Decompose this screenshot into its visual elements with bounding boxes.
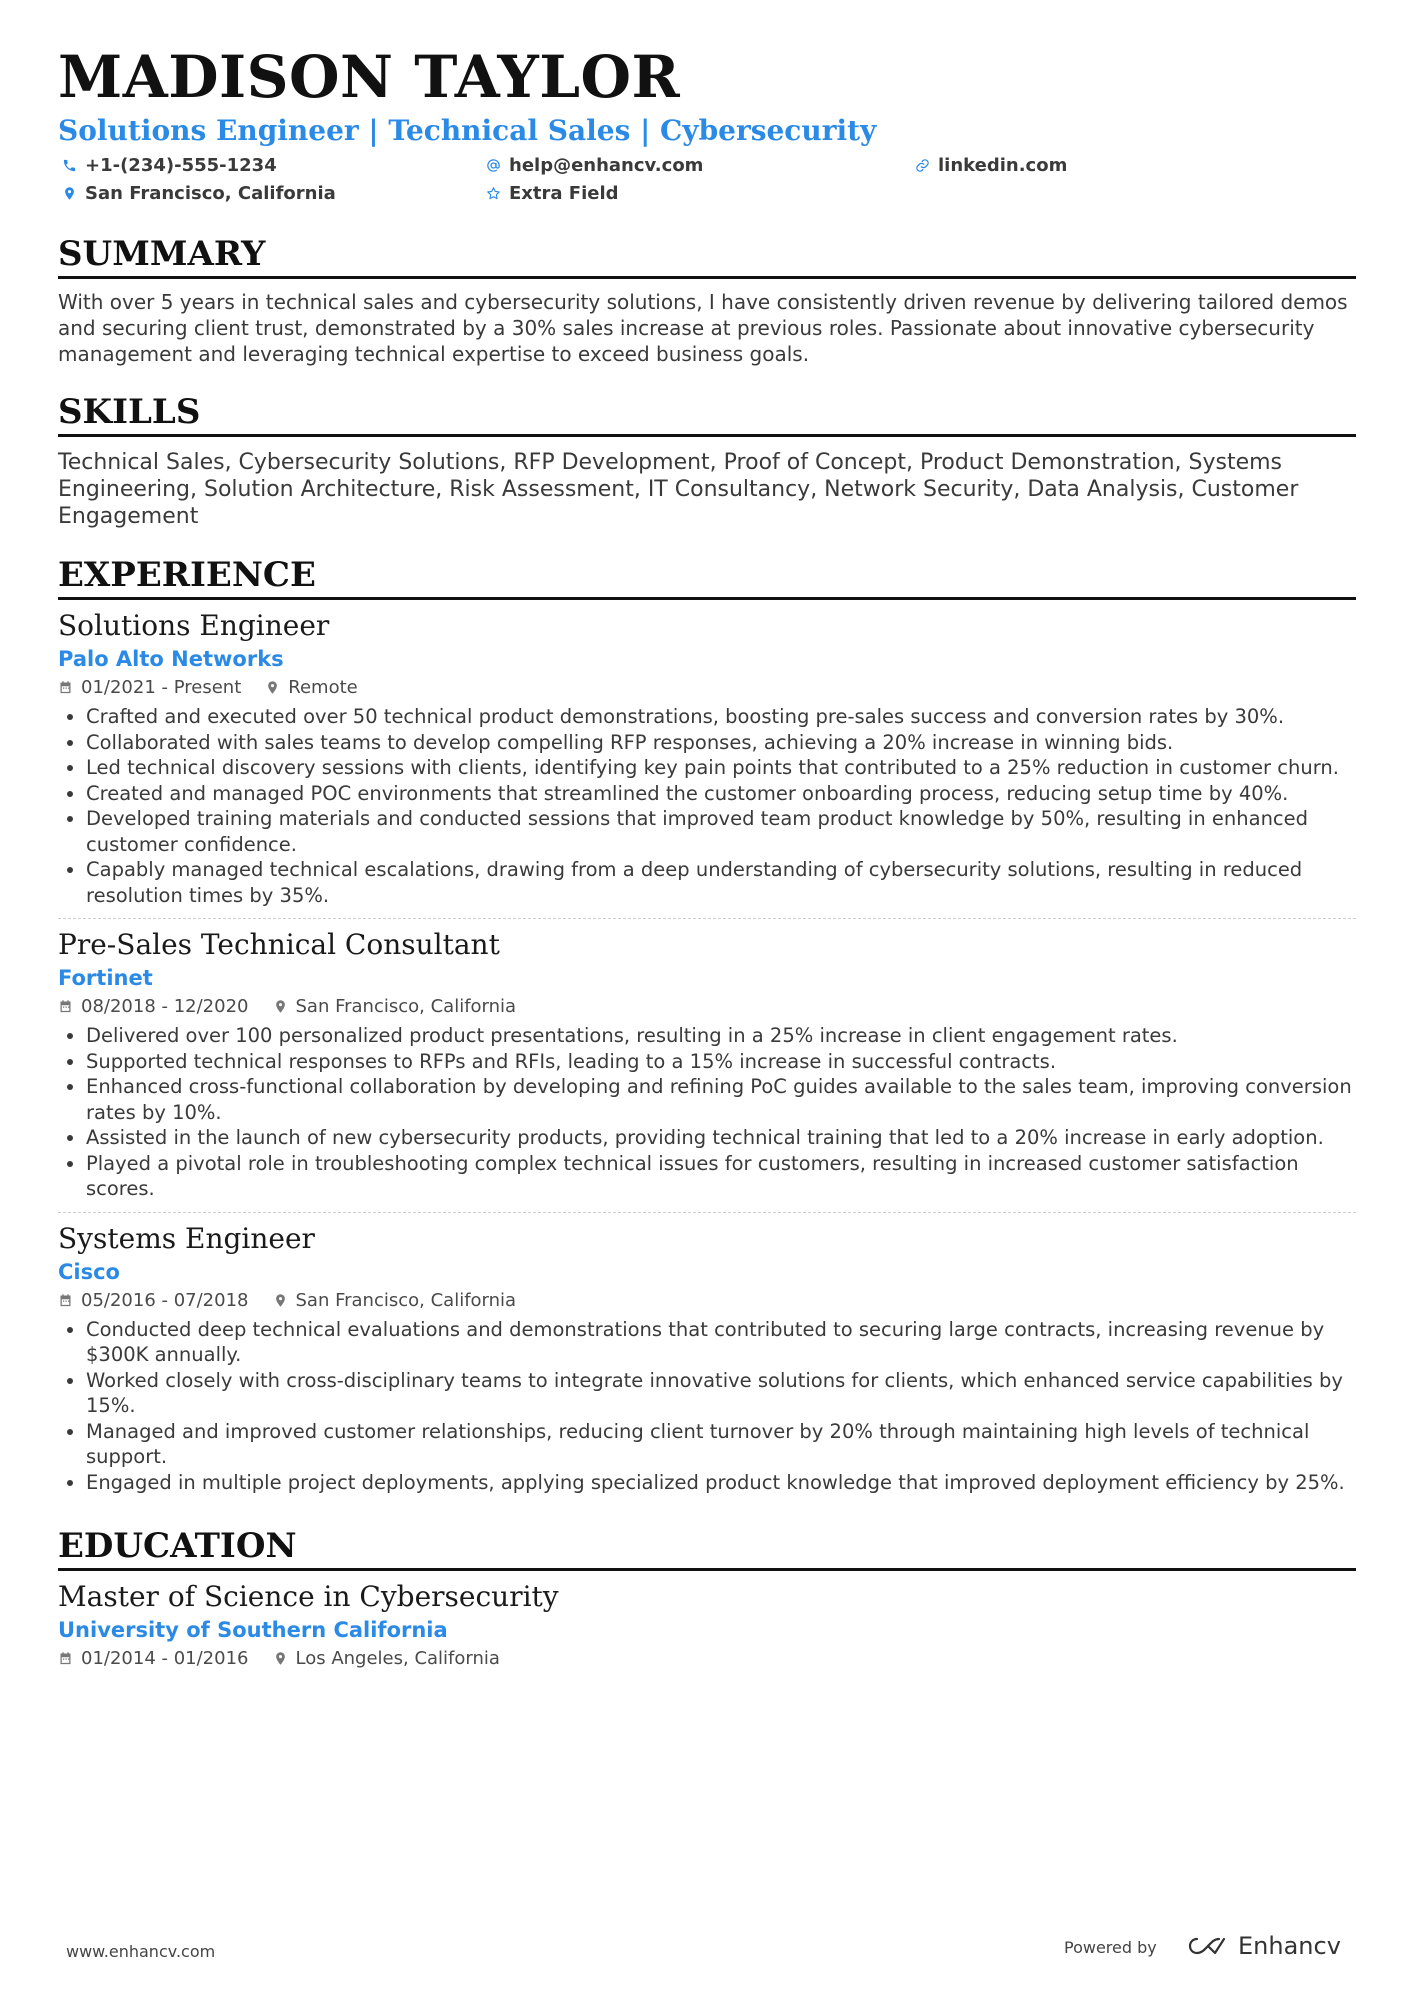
job-location-text: San Francisco, California <box>295 996 517 1018</box>
contact-info <box>58 155 1356 209</box>
candidate-title: Solutions Engineer | Technical Sales | Cybersecurity <box>58 114 877 147</box>
job-role: Systems Engineer <box>58 1221 315 1255</box>
bullet: • Supported technical responses to RFPs and RFIs, leading to a 15% increase in successful contracts. <box>86 1049 1356 1075</box>
bullet: • Played a pivotal role in troubleshooting complex technical issues for customers, resulting in increased customer satisfaction scores. <box>86 1151 1356 1202</box>
summary-text: With over 5 years in technical sales and cybersecurity solutions, I have consistently driven revenue by delivering tailored demos and securing client trust, demonstrated by a 30% sales increase at previous roles. Passionate about innovative cybersecurity management and leveraging technical expertise to exceed business goals. <box>58 289 1348 366</box>
bullet: • Conducted deep technical evaluations and demonstrations that contributed to securing large contracts, increasing revenue by $300K annually. <box>86 1317 1356 1368</box>
infinity-logo-icon <box>1186 1935 1230 1957</box>
bullet: • Developed training materials and conducted sessions that improved team product knowledge by 50%, resulting in enhanced customer confidence. <box>86 806 1356 857</box>
bullet: • Managed and improved customer relationships, reducing client turnover by 20% through maintaining high levels of technical support. <box>86 1419 1356 1470</box>
email-text[interactable]: help@enhancv.com <box>509 154 704 176</box>
phone-icon <box>62 158 77 173</box>
job-location-text: Remote <box>288 677 358 699</box>
location-pin-icon <box>273 999 288 1014</box>
education-section <box>58 1527 1356 1675</box>
job-location <box>265 677 357 698</box>
resume-content <box>58 43 1356 1675</box>
school: University of Southern California <box>58 1618 448 1643</box>
bullet: • Worked closely with cross-disciplinary teams to integrate innovative solutions for clients, which enhanced service capabilities by 15%. <box>86 1368 1356 1419</box>
location-pin-icon <box>273 1293 288 1308</box>
skills-section <box>58 393 1356 530</box>
location-pin-icon <box>265 680 280 695</box>
job-bullets <box>58 1023 1356 1202</box>
calendar-icon <box>58 1651 73 1666</box>
job-dates: 08/2018 - 12/2020 <box>81 996 249 1018</box>
education-heading: EDUCATION <box>58 1527 1356 1571</box>
bullet: • Engaged in multiple project deployments, applying specialized product knowledge that improved deployment efficiency by 25%. <box>86 1470 1356 1496</box>
powered-by-text: Powered by <box>1064 1938 1157 1957</box>
calendar-icon <box>58 1293 73 1308</box>
location-pin-icon <box>273 1651 288 1666</box>
job-meta <box>58 1290 1356 1311</box>
skills-text: Technical Sales, Cybersecurity Solutions, RFP Development, Proof of Concept, Product Demonstration, Systems Engineering, Solution Architecture, Risk Assessment, IT Consultancy, Network Security, Data Analysis, Customer Engagement <box>58 449 1299 529</box>
location-text: San Francisco, California <box>85 182 336 204</box>
job-bullets <box>58 704 1356 908</box>
resume-header <box>58 43 1356 209</box>
bullet: • Crafted and executed over 50 technical product demonstrations, boosting pre-sales success and conversion rates by 30%. <box>86 704 1356 730</box>
at-icon <box>486 158 501 173</box>
job-dates: 05/2016 - 07/2018 <box>81 1289 249 1311</box>
skills-heading: SKILLS <box>58 393 1356 437</box>
bullet: • Capably managed technical escalations, drawing from a deep understanding of cybersecurity solutions, resulting in reduced resolution times by 35%. <box>86 857 1356 908</box>
bullet: • Created and managed POC environments that streamlined the customer onboarding process, reducing setup time by 40%. <box>86 781 1356 807</box>
job-meta <box>58 677 1356 698</box>
bullet: • Assisted in the launch of new cybersecurity products, providing technical training that led to a 20% increase in early adoption. <box>86 1125 1356 1151</box>
experience-entry <box>58 600 1356 914</box>
degree: Master of Science in Cybersecurity <box>58 1580 559 1614</box>
calendar-icon <box>58 999 73 1014</box>
experience-heading: EXPERIENCE <box>58 556 1356 600</box>
linkedin-text[interactable]: linkedin.com <box>938 154 1068 176</box>
education-meta <box>58 1648 1356 1669</box>
bullet: • Delivered over 100 personalized product presentations, resulting in a 25% increase in client engagement rates. <box>86 1023 1356 1049</box>
education-entry <box>58 1571 1356 1675</box>
bullet: • Collaborated with sales teams to develop compelling RFP responses, achieving a 20% increase in winning bids. <box>86 730 1356 756</box>
education-location <box>273 1648 500 1669</box>
footer-url[interactable]: www.enhancv.com <box>66 1942 216 1961</box>
experience-entry <box>58 1212 1356 1502</box>
bullet: • Led technical discovery sessions with clients, identifying key pain points that contributed to a 25% reduction in customer churn. <box>86 755 1356 781</box>
link-icon <box>915 158 930 173</box>
contact-email[interactable] <box>486 155 703 176</box>
experience-section <box>58 556 1356 1501</box>
job-dates: 01/2021 - Present <box>81 677 242 699</box>
contact-extra <box>486 183 619 204</box>
job-bullets <box>58 1317 1356 1496</box>
job-company: Cisco <box>58 1259 120 1284</box>
experience-entry <box>58 918 1356 1208</box>
summary-section <box>58 235 1356 367</box>
contact-linkedin[interactable] <box>915 155 1067 176</box>
job-company: Palo Alto Networks <box>58 647 284 672</box>
calendar-icon <box>58 680 73 695</box>
contact-location <box>62 183 336 204</box>
bullet: • Enhanced cross-functional collaboration by developing and refining PoC guides available to the sales team, improving conversion rates by 10%. <box>86 1074 1356 1125</box>
job-location <box>273 1290 517 1311</box>
star-icon <box>486 186 501 201</box>
brand-name: Enhancv <box>1238 1932 1341 1960</box>
enhancv-logo[interactable] <box>1186 1932 1341 1960</box>
location-pin-icon <box>62 186 77 201</box>
education-dates: 01/2014 - 01/2016 <box>81 1648 249 1670</box>
education-location-text: Los Angeles, California <box>295 1648 500 1670</box>
job-meta <box>58 996 1356 1017</box>
candidate-name: MADISON TAYLOR <box>58 43 681 111</box>
summary-heading: SUMMARY <box>58 235 1356 279</box>
phone-text: +1-(234)-555-1234 <box>85 154 277 176</box>
job-location-text: San Francisco, California <box>295 1289 517 1311</box>
job-role: Pre-Sales Technical Consultant <box>58 928 500 962</box>
job-role: Solutions Engineer <box>58 609 330 643</box>
contact-phone <box>62 155 277 176</box>
extra-text: Extra Field <box>509 182 619 204</box>
job-location <box>273 996 517 1017</box>
job-company: Fortinet <box>58 966 153 991</box>
